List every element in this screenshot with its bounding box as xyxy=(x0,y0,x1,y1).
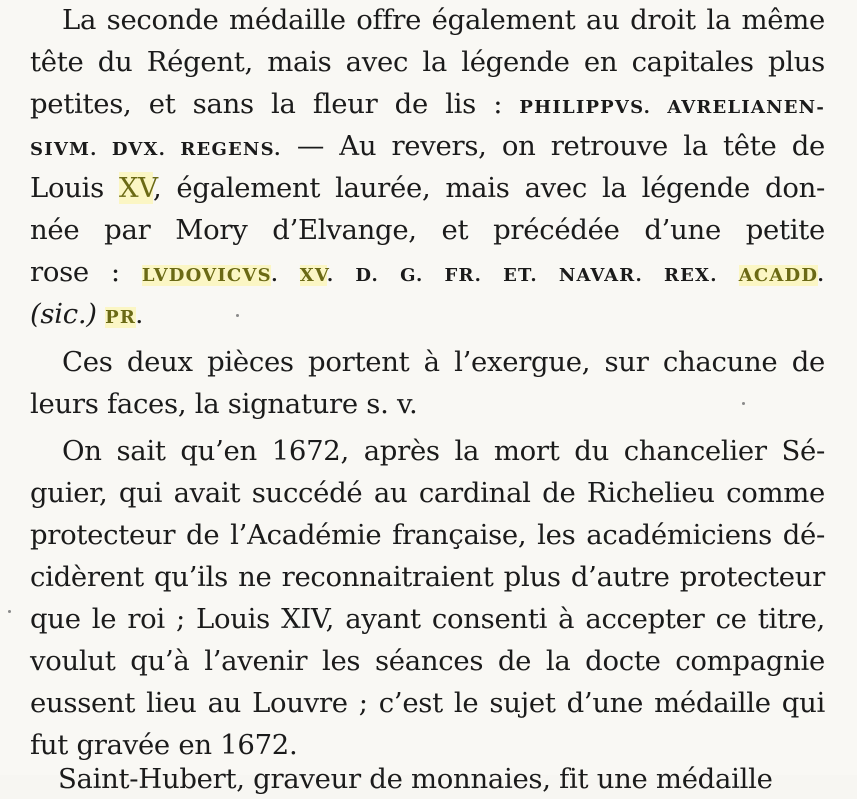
text-run: que le roi ; Louis XIV, ayant consenti à accepter ce titre, xyxy=(30,603,825,635)
highlighted-text: LVDOVICVS xyxy=(141,265,272,286)
text-run: rose : xyxy=(30,256,142,288)
cut-off-line: Saint-Hubert, graveur de monnaies, fit une médaille xyxy=(58,763,773,795)
text-line xyxy=(30,126,825,166)
text-run: née par Mory d’Elvange, et précédée d’une petite xyxy=(30,214,825,246)
text-run: leurs faces, la signature s. v. xyxy=(30,388,418,420)
text-run: cidèrent qu’ils ne reconnaitraient plus d’autre protecteur xyxy=(30,561,825,593)
text-run xyxy=(97,298,105,330)
text-line xyxy=(30,294,825,334)
small-caps-legend: . xyxy=(271,265,300,286)
highlighted-text: ACADD xyxy=(738,265,818,286)
text-line xyxy=(30,252,825,292)
text-run: On sait qu’en 1672, après la mort du chancelier Sé- xyxy=(62,435,825,467)
small-caps-legend: . D. G. FR. ET. NAVAR. REX. xyxy=(326,265,739,286)
text-line xyxy=(30,473,825,513)
small-caps-legend: . xyxy=(817,265,826,286)
paper-speck xyxy=(236,314,239,317)
text-line xyxy=(30,599,825,639)
text-line xyxy=(62,431,825,471)
text-line xyxy=(62,342,825,382)
text-line xyxy=(30,42,825,82)
paper-speck xyxy=(8,610,11,613)
italic-text: (sic.) xyxy=(30,298,97,330)
highlighted-text: XV xyxy=(299,265,327,286)
text-line xyxy=(30,168,825,208)
text-line xyxy=(30,384,825,424)
paper-speck xyxy=(742,402,745,405)
text-run: protecteur de l’Académie française, les académiciens dé- xyxy=(30,519,825,551)
text-line xyxy=(30,683,825,723)
text-run: — Au revers, on retrouve la tête de xyxy=(281,130,825,162)
text-run: Louis xyxy=(30,172,119,204)
text-run: voulut qu’à l’avenir les séances de la docte compagnie xyxy=(30,645,825,677)
text-run: tête du Régent, mais avec la légende en capitales plus xyxy=(30,46,825,78)
text-run: , également laurée, mais avec la légende don- xyxy=(152,172,825,204)
text-line xyxy=(30,84,825,124)
highlighted-text: PR xyxy=(105,307,137,328)
text-run: guier, qui avait succédé au cardinal de Richelieu comme xyxy=(30,477,825,509)
text-line xyxy=(30,515,825,555)
text-run: petites, et sans la fleur de lis : xyxy=(30,88,520,120)
small-caps-legend: . xyxy=(136,307,144,328)
small-caps-legend: SIVM. DVX. REGENS. xyxy=(30,139,282,160)
text-run: La seconde médaille offre également au droit la même xyxy=(62,4,825,36)
text-run: Ces deux pièces portent à l’exergue, sur chacune de xyxy=(62,346,825,378)
text-line xyxy=(30,641,825,681)
text-line xyxy=(30,557,825,597)
highlighted-text: XV xyxy=(118,172,153,204)
text-run: eussent lieu au Louvre ; c’est le sujet d’une médaille qui xyxy=(30,687,825,719)
small-caps-legend: PHILIPPVS. AVRELIANEN- xyxy=(519,97,825,118)
text-line xyxy=(30,210,825,250)
text-run: fut gravée en 1672. xyxy=(30,729,298,761)
text-line xyxy=(62,0,825,40)
